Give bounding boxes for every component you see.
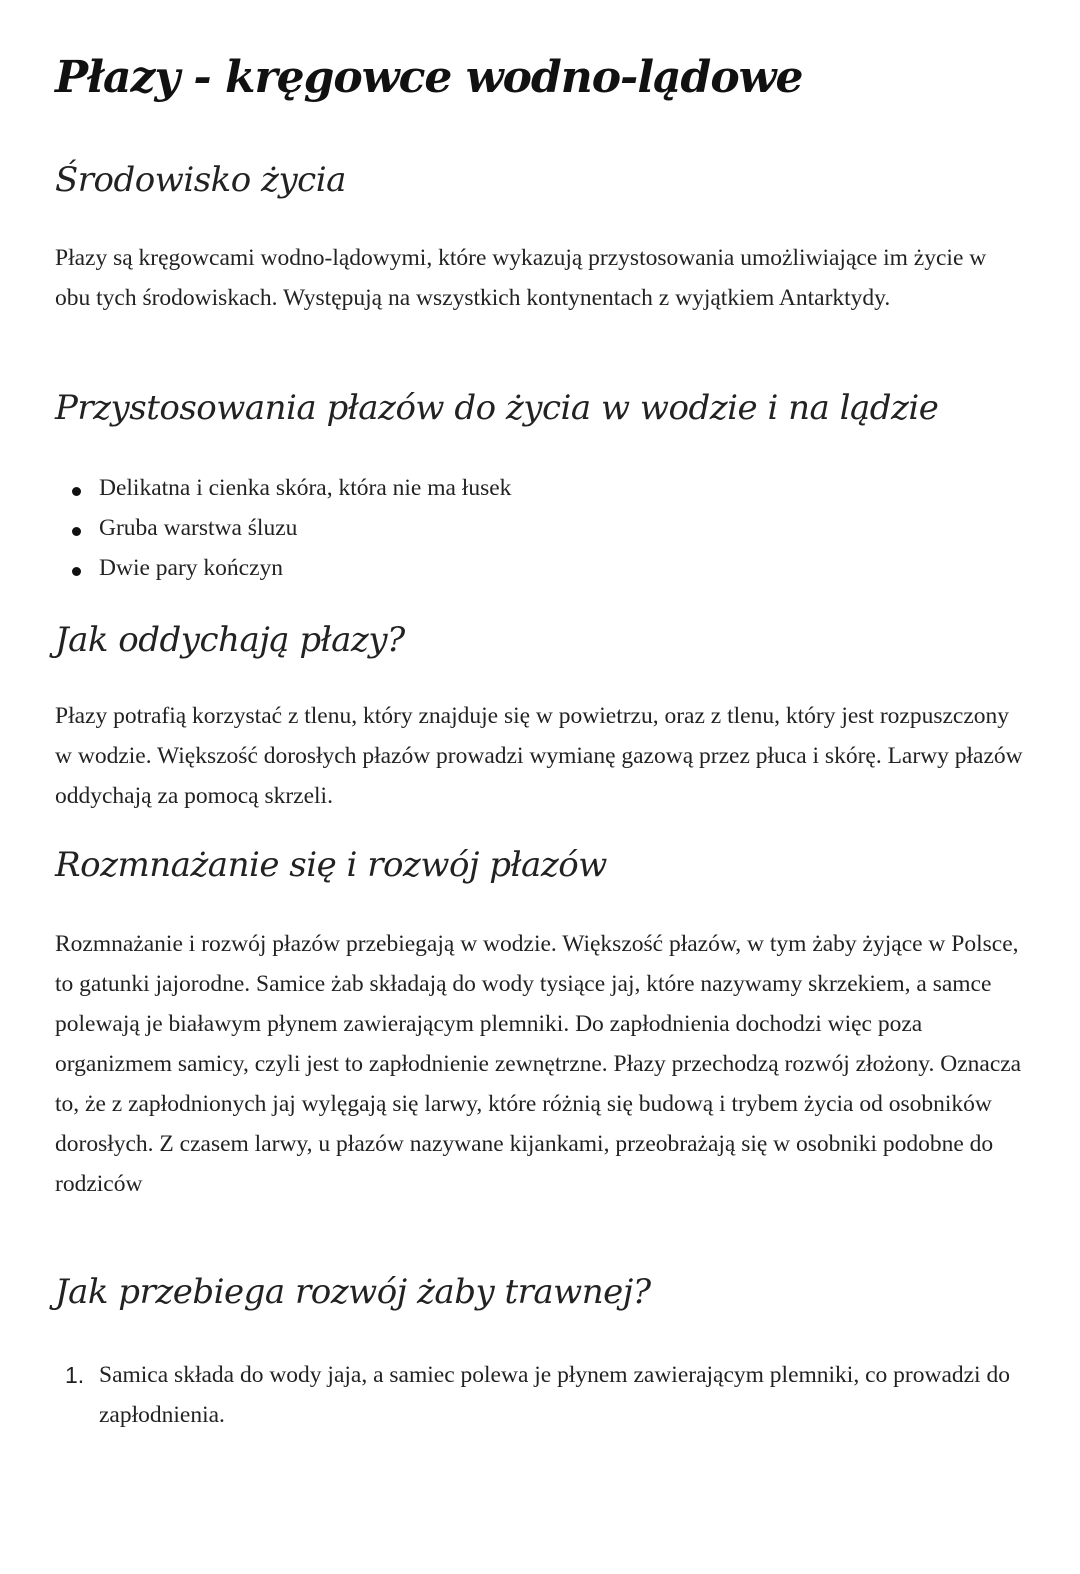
bullet-icon (72, 567, 81, 576)
page-title: Płazy - kręgowce wodno-lądowe (55, 52, 803, 103)
section-heading-srodowisko: Środowisko życia (55, 160, 346, 200)
section-text-oddychanie: Płazy potrafią korzystać z tlenu, który znajduje się w powietrzu, oraz z tlenu, który jest rozpuszczony w wodzie. Większość dorosłych płazów prowadzi wymianę gazową przez płuca i skórę. Larwy płazów oddychają za pomocą skrzeli. (55, 703, 1023, 809)
development-steps-list (55, 1355, 1025, 1435)
section-heading-rozmnazanie: Rozmnażanie się i rozwój płazów (55, 845, 607, 885)
adaptations-list (55, 468, 1015, 588)
list-item-text: Dwie pary kończyn (99, 555, 284, 581)
list-item (55, 1355, 1025, 1435)
list-item (55, 468, 1015, 508)
list-item-text: Delikatna i cienka skóra, która nie ma łusek (99, 475, 512, 501)
list-item (55, 508, 1015, 548)
step-text: Samica składa do wody jaja, a samiec polewa je płynem zawierającym plemniki, co prowadzi do zapłodnienia. (99, 1362, 1010, 1428)
section-heading-rozwoj-zaby: Jak przebiega rozwój żaby trawnej? (55, 1272, 651, 1312)
section-text-srodowisko: Płazy są kręgowcami wodno-lądowymi, które wykazują przystosowania umożliwiające im życie w obu tych środowiskach. Występują na wszystkich kontynentach z wyjątkiem Antarktydy. (55, 245, 987, 311)
bullet-icon (72, 527, 81, 536)
list-item-text: Gruba warstwa śluzu (99, 515, 298, 541)
bullet-icon (72, 487, 81, 496)
section-heading-przystosowania: Przystosowania płazów do życia w wodzie i na lądzie (55, 388, 939, 428)
step-number: 1. (65, 1362, 85, 1388)
section-text-rozmnazanie: Rozmnażanie i rozwój płazów przebiegają w wodzie. Większość płazów, w tym żaby żyjące w Polsce, to gatunki jajorodne. Samice żab składają do wody tysiące jaj, które nazywamy skrzekiem, a samce polewają je białawym płynem zawierającym plemniki. Do zapłodnienia dochodzi więc poza organizmem samicy, czyli jest to zapłodnienie zewnętrzne. Płazy przechodzą rozwój złożony. Oznacza to, że z zapłodnionych jaj wylęgają się larwy, które różnią się budową i trybem życia od osobników dorosłych. Z czasem larwy, u płazów nazywane kijankami, przeobrażają się w osobniki podobne do rodziców (55, 931, 1022, 1197)
list-item (55, 548, 1015, 588)
section-heading-oddychanie: Jak oddychają płazy? (55, 620, 405, 660)
